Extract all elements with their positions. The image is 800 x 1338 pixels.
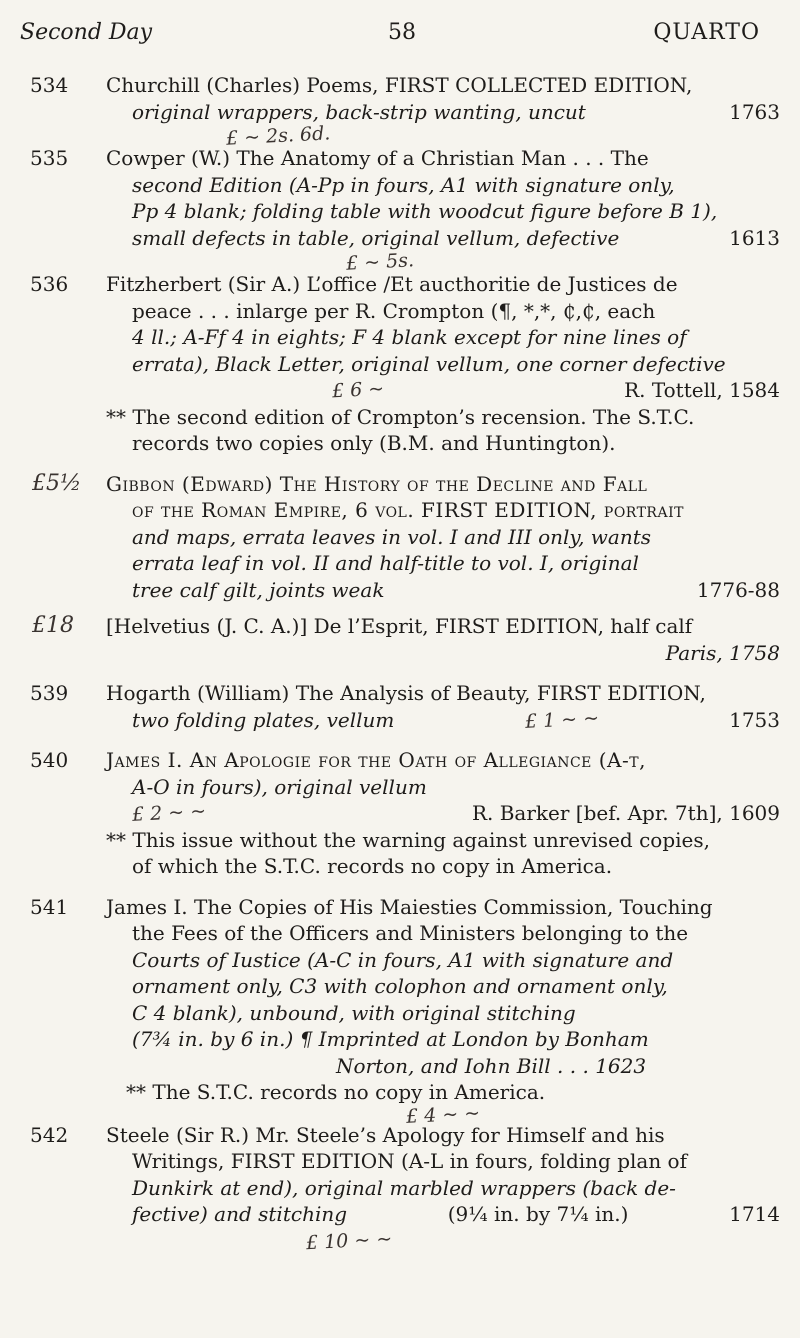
- entry-line: £ 6 ~ R. Tottell, 1584: [106, 377, 780, 404]
- entry-gibbon: [20, 471, 780, 604]
- header-day: Second Day: [20, 20, 153, 45]
- lot-number: 536: [30, 272, 69, 296]
- entry-note: records two copies only (B.M. and Huntington).: [132, 431, 616, 455]
- entry-line: £ 2 ~ ~ R. Barker [bef. Apr. 7th], 1609: [106, 800, 780, 827]
- entry-line: two folding plates, vellum £ 1 ~ ~ 1753: [106, 707, 780, 734]
- entry-line: [Helvetius (J. C. A.)] De l’Esprit, FIRST EDITION, half calf: [106, 614, 693, 638]
- entry-note: of which the S.T.C. records no copy in America.: [132, 854, 613, 878]
- handwritten-price: £ 1 ~ ~: [524, 706, 600, 733]
- entry-text: [106, 894, 780, 1128]
- entry-line: of the Roman Empire, 6 vol. FIRST EDITION, portrait: [132, 498, 684, 522]
- entry-534: [20, 72, 780, 150]
- entry-line: Fitzherbert (Sir A.) L’office /Et aucthoritie de Justices de: [106, 272, 678, 296]
- lot-number: 534: [30, 73, 69, 97]
- entry-line: errata), Black Letter, original vellum, one corner defective: [132, 351, 726, 376]
- entry-line: peace . . . inlarge per R. Crompton (¶, *,*, ₵,₵, each: [132, 298, 656, 323]
- entry-535: [20, 145, 780, 275]
- entry-text: [106, 72, 780, 150]
- entry-line: Dunkirk at end), original marbled wrappers (back de-: [132, 1175, 676, 1200]
- entry-helvetius: [20, 613, 780, 666]
- entry-line: original wrappers, back-strip wanting, uncut 1763: [132, 99, 780, 124]
- entry-536: [20, 271, 780, 457]
- entry-line: errata leaf in vol. II and half-title to vol. I, original: [132, 551, 639, 575]
- entry-line: Pp 4 blank; folding table with woodcut figure before B 1),: [132, 199, 718, 223]
- handwritten-price: £ ~ 5s.: [345, 249, 415, 275]
- entry-note: ** This issue without the warning against unrevised copies,: [106, 827, 710, 852]
- header-format: QUARTO: [653, 20, 760, 45]
- lot-number: 539: [30, 681, 69, 705]
- entry-text: [106, 680, 780, 733]
- entry-line: James I. The Copies of His Maiesties Commission, Touching: [106, 894, 713, 919]
- entry-line: tree calf gilt, joints weak 1776-88: [132, 577, 780, 602]
- entry-line: the Fees of the Officers and Ministers belonging to the: [132, 921, 689, 945]
- entry-text: [106, 747, 780, 880]
- entry-text: [106, 145, 780, 275]
- entry-line: (7¾ in. by 6 in.) ¶ Imprinted at London by Bonham: [132, 1027, 649, 1051]
- lot-number: 540: [30, 748, 69, 772]
- entry-line: 4 ll.; A-Ff 4 in eights; F 4 blank except for nine lines of: [132, 325, 687, 349]
- catalogue-entries: [20, 72, 780, 1252]
- entry-line: ornament only, C3 with colophon and ornament only,: [132, 974, 668, 998]
- entry-text: [106, 471, 780, 604]
- margin-price-note: £5½: [32, 470, 82, 496]
- entry-line: Churchill (Charles) Poems, FIRST COLLECTED EDITION,: [106, 73, 693, 97]
- entry-539: [20, 680, 780, 733]
- handwritten-price: £ 6 ~: [331, 377, 385, 403]
- entry-line: Steele (Sir R.) Mr. Steele’s Apology for Himself and his: [106, 1122, 665, 1147]
- margin-price-note: £18: [32, 613, 74, 638]
- entry-line: Writings, FIRST EDITION (A-L in fours, folding plan of: [132, 1149, 687, 1173]
- entry-541: [20, 894, 780, 1128]
- entry-note: ** The second edition of Crompton’s recension. The S.T.C.: [106, 404, 695, 429]
- entry-line: Norton, and Iohn Bill . . . 1623: [336, 1053, 647, 1078]
- lot-number: 535: [30, 146, 69, 170]
- entry-text: [106, 271, 780, 457]
- handwritten-price: £ 2 ~ ~: [131, 800, 207, 826]
- page-header: [20, 20, 760, 60]
- header-page-number: 58: [388, 20, 416, 45]
- entry-line: second Edition (A-Pp in fours, A1 with signature only,: [132, 172, 675, 197]
- entry-540: [20, 747, 780, 880]
- handwritten-price: £ 10 ~ ~: [305, 1227, 393, 1254]
- entry-line: fective) and stitching (9¼ in. by 7¼ in.) 1714: [132, 1202, 780, 1226]
- entry-line: A-O in fours), original vellum: [132, 774, 427, 799]
- entry-text: [106, 613, 780, 666]
- entry-line: Hogarth (William) The Analysis of Beauty, FIRST EDITION,: [106, 681, 706, 705]
- entry-line: Paris, 1758: [665, 640, 780, 665]
- lot-number: 541: [30, 894, 69, 919]
- entry-line: Courts of Iustice (A-C in fours, A1 with signature and: [132, 947, 674, 972]
- handwritten-price: £ 4 ~ ~: [405, 1101, 481, 1128]
- entry-line: and maps, errata leaves in vol. I and III only, wants: [132, 524, 652, 549]
- lot-number: 542: [30, 1122, 69, 1147]
- entry-line: James I. An Apologie for the Oath of Allegiance (A-t,: [106, 748, 646, 772]
- handwritten-price: £ ~ 2s. 6d.: [225, 122, 331, 150]
- entry-line: small defects in table, original vellum, defective 1613: [132, 225, 780, 250]
- entry-text: [106, 1122, 780, 1252]
- entry-line: Cowper (W.) The Anatomy of a Christian Man . . . The: [106, 146, 649, 170]
- entry-note: ** The S.T.C. records no copy in America.: [126, 1080, 546, 1104]
- entry-line: C 4 blank), unbound, with original stitching: [132, 1000, 576, 1025]
- entry-542: [20, 1122, 780, 1252]
- entry-line: Gibbon (Edward) The History of the Decline and Fall: [106, 471, 648, 496]
